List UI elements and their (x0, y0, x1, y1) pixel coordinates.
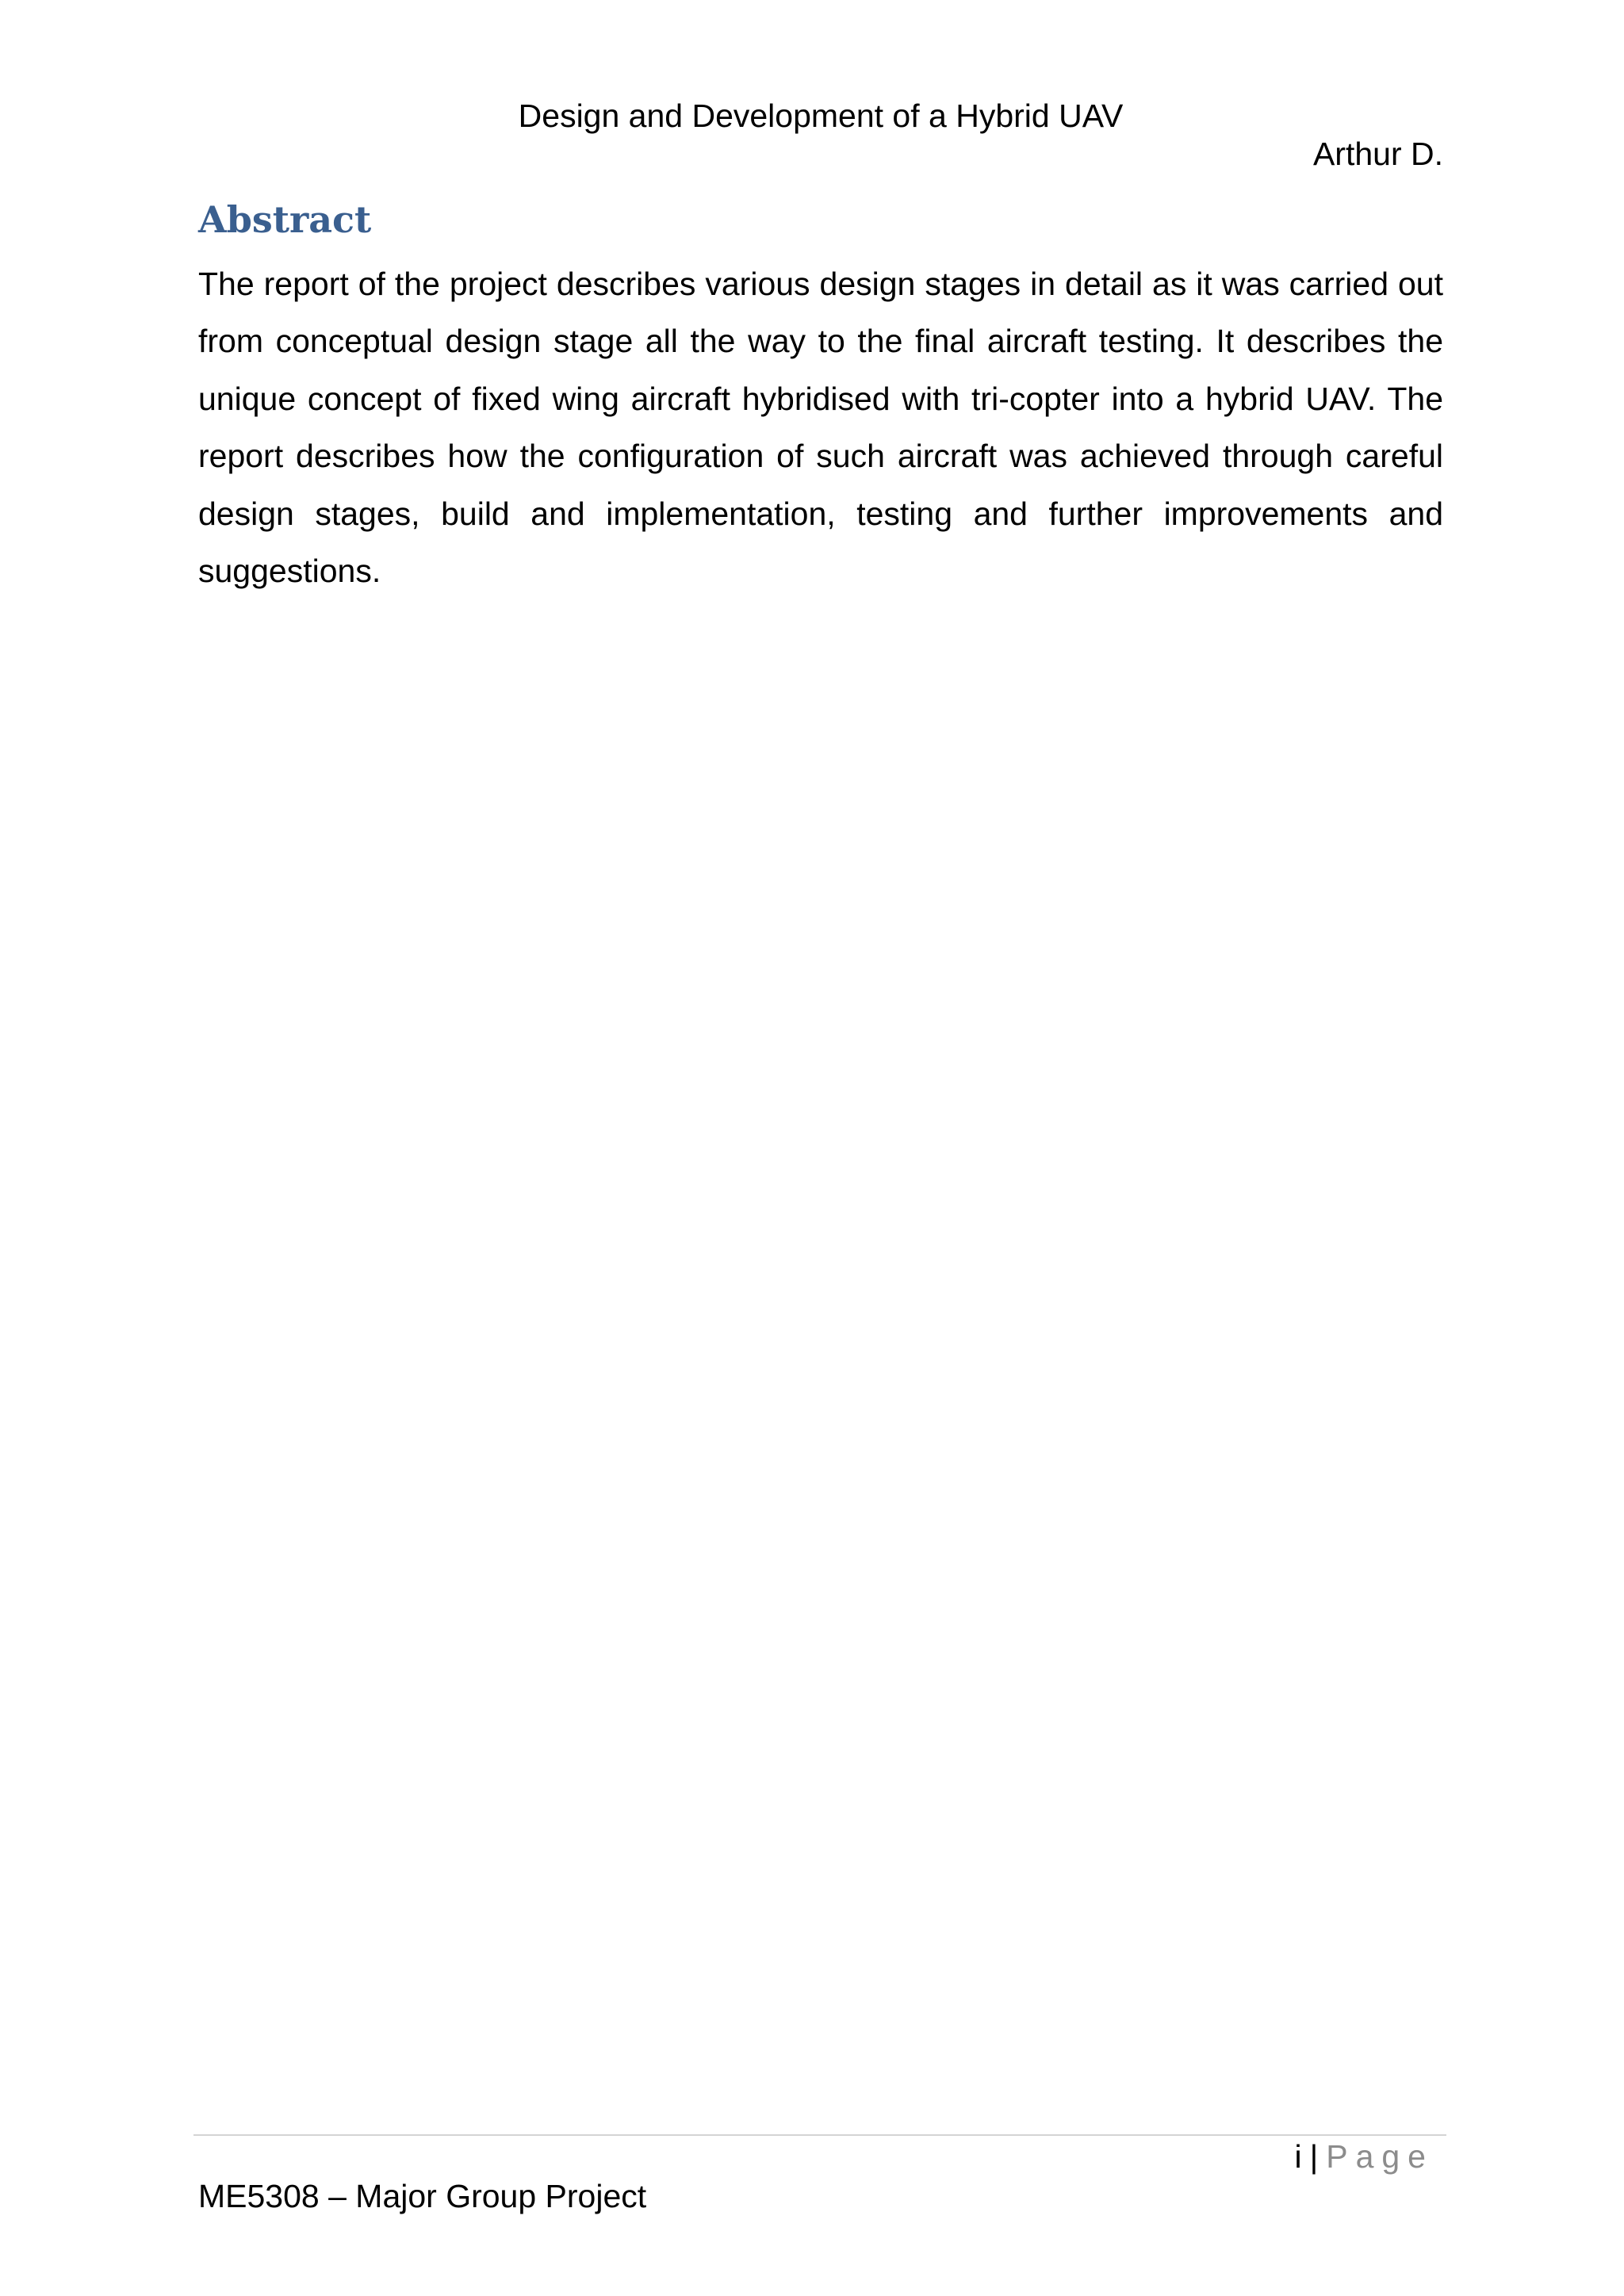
abstract-paragraph: The report of the project describes various design stages in detail as it was carried out from conceptual design stage all the way to the final aircraft testing. It describes the unique concept of fixed wing aircraft hybridised with tri-copter into a hybrid UAV. The report describes how the configuration of such aircraft was achieved through careful design stages, build and implementation, testing and further improvements and suggestions. (198, 266, 1443, 590)
page-number-value: i (1294, 2138, 1302, 2175)
page-number (1294, 2134, 1434, 2179)
page-number-label: Page (1326, 2138, 1434, 2175)
abstract-heading: Abstract (198, 198, 372, 241)
page-number-separator: | (1309, 2138, 1319, 2175)
running-header-title: Design and Development of a Hybrid UAV (518, 98, 1124, 134)
running-header-author: Arthur D. (1312, 136, 1443, 172)
footer-divider (193, 2134, 1446, 2136)
footer-course-title: ME5308 – Major Group Project (198, 2178, 647, 2214)
